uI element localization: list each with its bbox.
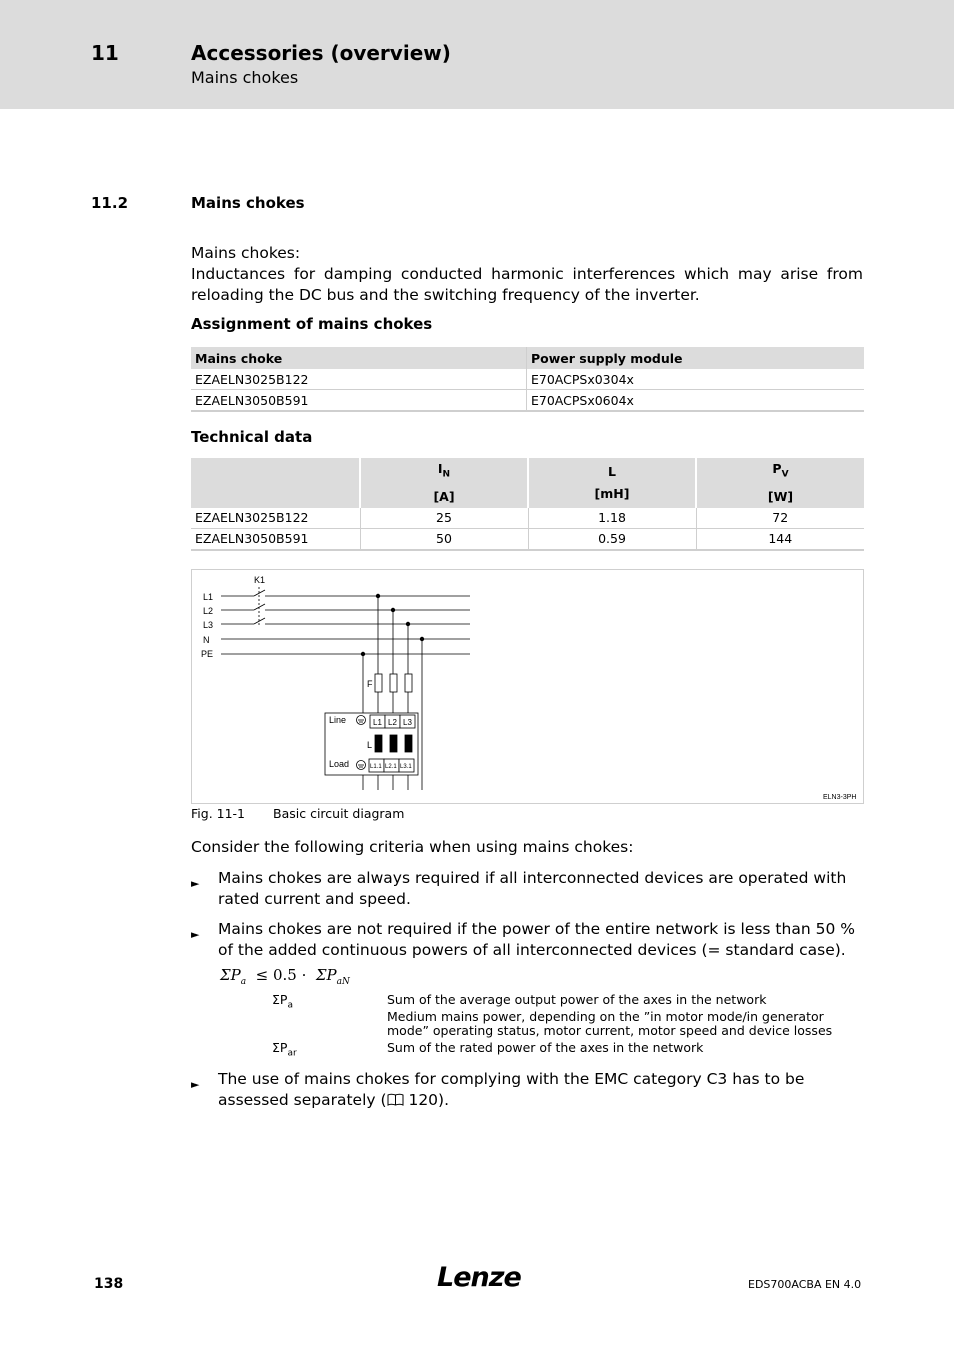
formula [220,966,350,987]
unit: [A] [433,488,455,504]
terminal-label: L3 [403,718,412,727]
chapter-subtitle: Mains chokes [191,68,299,87]
bullet-text [218,1069,863,1111]
unit: [mH] [594,485,630,501]
bullet-text: Mains chokes are always required if all interconnected devices are operated with rated current and speed. [218,869,847,908]
legend-symbol [272,1041,297,1061]
label-n: N [203,635,210,645]
formula-lhs-sub: a [240,977,247,987]
page-number: 138 [94,1276,124,1292]
inductor-core [375,735,382,752]
terminal-label: L3.1 [400,764,412,770]
page-reference-link[interactable]: 120). [403,1091,450,1109]
document-code: EDS700ACBA EN 4.0 [748,1278,862,1291]
bullet-item [191,919,863,961]
fuse [390,674,397,692]
label-k1: K1 [254,575,266,585]
terminal-label: L1 [373,718,382,727]
intro-text [191,243,863,306]
symbol-subscript: V [781,469,789,480]
figure-caption-label: Fig. 11-1 [191,806,246,821]
table-cell: EZAELN3025B122 [191,508,360,529]
formula-rhs: ΣP [315,966,337,984]
legend-symbol-sub: ar [287,1048,297,1059]
legend-symbol-text: ΣP [272,1040,288,1055]
table-cell: EZAELN3025B122 [191,369,527,390]
table-cell: 0.59 [528,528,696,550]
label-l3: L3 [203,620,214,630]
label-pe: PE [201,649,214,659]
criteria-intro: Consider the following criteria when using mains chokes: [191,838,634,856]
assignment-heading: Assignment of mains chokes [191,315,433,333]
bullet-arrow-icon: ► [191,1078,200,1091]
table-header-row [191,458,864,508]
table-cell: 25 [360,508,528,529]
table-cell: 1.18 [528,508,696,529]
contact-l2 [254,604,265,610]
table-header-cell: Power supply module [527,347,865,369]
symbol-subscript: N [442,469,451,480]
bullet-item [191,868,863,910]
label-load: Load [329,759,350,769]
legend-symbol-text: ΣP [272,992,288,1007]
section-number: 11.2 [91,194,129,212]
circuit-diagram-figure [191,569,864,804]
table-cell: 72 [696,508,864,529]
bullet-text-main: The use of mains chokes for complying with the EMC category C3 has to be assessed separately ( [218,1070,805,1109]
terminal-label: L2 [388,718,397,727]
chapter-header [0,0,954,109]
unit: [W] [767,488,794,504]
contact-l1 [254,590,265,596]
chapter-title: Accessories (overview) [191,41,451,65]
table-cell: E70ACPSx0304x [527,369,865,390]
label-l: L [367,740,373,750]
bullet-item [191,1069,863,1111]
label-line: Line [329,715,347,725]
formula-lhs: ΣP [220,966,241,984]
figure-caption [191,806,404,821]
figure-code: ELN3-3PH [823,794,857,801]
table-cell: EZAELN3050B591 [191,528,360,550]
inductor-core [390,735,397,752]
technical-table [191,458,864,551]
bullet-text: Mains chokes are not required if the power of the entire network is less than 50 % of the added continuous powers of all interconnected devices (= standard case). [218,920,855,959]
legend-symbol-sub: a [287,1000,293,1011]
contact-l3 [254,618,265,624]
assignment-table [191,347,864,412]
table-header-cell [360,458,528,508]
intro-line-1: Mains chokes: [191,244,301,262]
technical-heading: Technical data [191,428,313,446]
symbol: L [608,463,616,479]
table-row [191,390,864,412]
table-cell: E70ACPSx0604x [527,390,865,412]
table-cell: 50 [360,528,528,550]
circuit-diagram [192,570,863,803]
legend-description [387,993,863,1038]
bullet-arrow-icon: ► [191,877,200,890]
table-row [191,508,864,529]
symbol: P [772,461,782,476]
label-f: F [367,679,373,689]
terminal-label: L1.1 [370,764,382,770]
fuse [405,674,412,692]
legend-desc-line: Sum of the average output power of the axes in the network [387,992,767,1007]
chapter-number: 11 [91,41,119,65]
table-header-row [191,347,864,369]
formula-rhs-sub: aN [336,977,350,987]
lenze-logo: Lenze [437,1262,521,1293]
table-header-cell [191,458,360,508]
table-cell: 144 [696,528,864,550]
book-icon [387,1093,404,1106]
inductor-core [405,735,412,752]
table-row [191,528,864,550]
legend-description [387,1041,863,1055]
formula-operator: ≤ 0.5 · [255,966,307,984]
table-row [191,369,864,390]
figure-caption-text: Basic circuit diagram [273,806,405,821]
label-l1: L1 [203,592,214,602]
bullet-arrow-icon: ► [191,928,200,941]
legend-desc-line: Medium mains power, depending on the ”in motor mode/in generator mode” operating status, motor current, motor speed and device losses [387,1009,833,1038]
table-header-cell [696,458,864,508]
table-cell: EZAELN3050B591 [191,390,527,412]
table-header-cell: Mains choke [191,347,527,369]
terminal-label: L2.1 [385,764,397,770]
table-header-cell [528,458,696,508]
section-title: Mains chokes [191,194,305,212]
legend-symbol [272,993,293,1013]
intro-line-2: Inductances for damping conducted harmonic interferences which may arise from reloading the DC bus and the switching frequency of the inverter. [191,265,863,304]
legend-desc-line: Sum of the rated power of the axes in the network [387,1040,704,1055]
fuse [375,674,382,692]
symbol: I [437,461,443,476]
label-l2: L2 [203,606,214,616]
